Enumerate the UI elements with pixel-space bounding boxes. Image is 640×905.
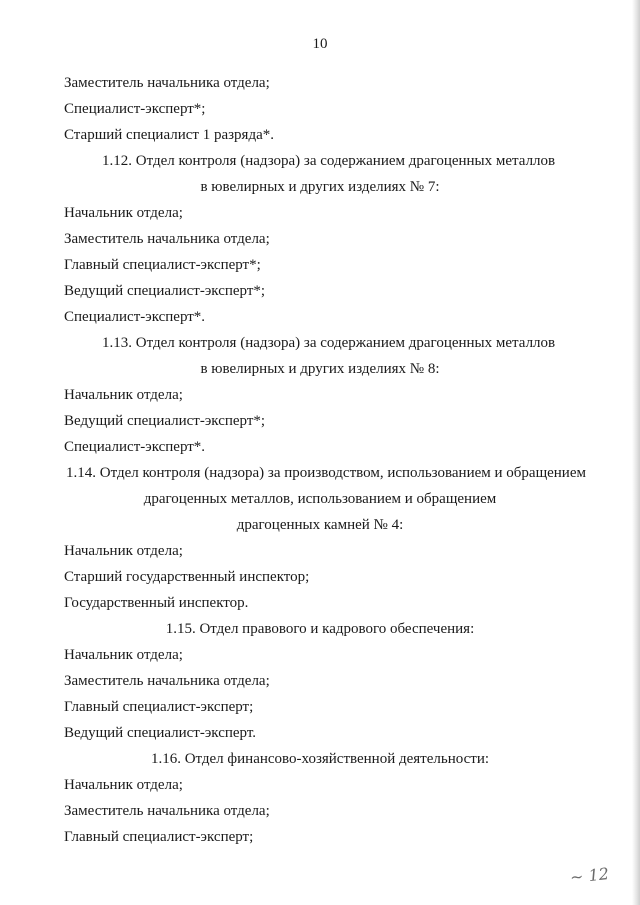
list-item: Старший специалист 1 разряда*. <box>64 127 274 143</box>
section-heading-1-16: 1.16. Отдел финансово-хозяйственной деятельности: <box>150 751 490 767</box>
section-heading-1-14-cont: драгоценных металлов, использованием и обращением <box>143 491 497 507</box>
handwritten-page-mark: ~ 12 <box>569 864 610 887</box>
list-item: Главный специалист-эксперт; <box>64 699 254 715</box>
list-item: Старший государственный инспектор; <box>64 569 310 585</box>
list-item: Специалист-эксперт*. <box>64 309 206 325</box>
list-item: Ведущий специалист-эксперт*; <box>64 413 266 429</box>
list-item: Государственный инспектор. <box>64 595 249 611</box>
list-item: Начальник отдела; <box>64 387 183 403</box>
list-item: Ведущий специалист-эксперт. <box>64 725 257 741</box>
list-item: Главный специалист-эксперт*; <box>64 257 261 273</box>
page-number: 10 <box>312 36 328 52</box>
section-heading-1-15: 1.15. Отдел правового и кадрового обеспечения: <box>165 621 475 637</box>
list-item: Ведущий специалист-эксперт*; <box>64 283 266 299</box>
section-heading-1-14-cont2: драгоценных камней № 4: <box>236 517 404 533</box>
list-item: Специалист-эксперт*; <box>64 101 206 117</box>
list-item: Начальник отдела; <box>64 205 183 221</box>
section-heading-1-12-cont: в ювелирных и других изделиях № 7: <box>200 179 440 195</box>
section-heading-1-12: 1.12. Отдел контроля (надзора) за содержанием драгоценных металлов <box>102 153 556 169</box>
list-item: Главный специалист-эксперт; <box>64 829 254 845</box>
list-item: Специалист-эксперт*. <box>64 439 206 455</box>
scan-edge-shadow <box>632 0 640 905</box>
list-item: Начальник отдела; <box>64 647 183 663</box>
list-item: Заместитель начальника отдела; <box>64 75 270 91</box>
list-item: Заместитель начальника отдела; <box>64 231 270 247</box>
list-item: Начальник отдела; <box>64 777 183 793</box>
section-heading-1-13: 1.13. Отдел контроля (надзора) за содержанием драгоценных металлов <box>102 335 556 351</box>
section-heading-1-14: 1.14. Отдел контроля (надзора) за производством, использованием и обращением <box>66 465 586 481</box>
list-item: Заместитель начальника отдела; <box>64 803 270 819</box>
list-item: Заместитель начальника отдела; <box>64 673 270 689</box>
section-heading-1-13-cont: в ювелирных и других изделиях № 8: <box>200 361 440 377</box>
list-item: Начальник отдела; <box>64 543 183 559</box>
